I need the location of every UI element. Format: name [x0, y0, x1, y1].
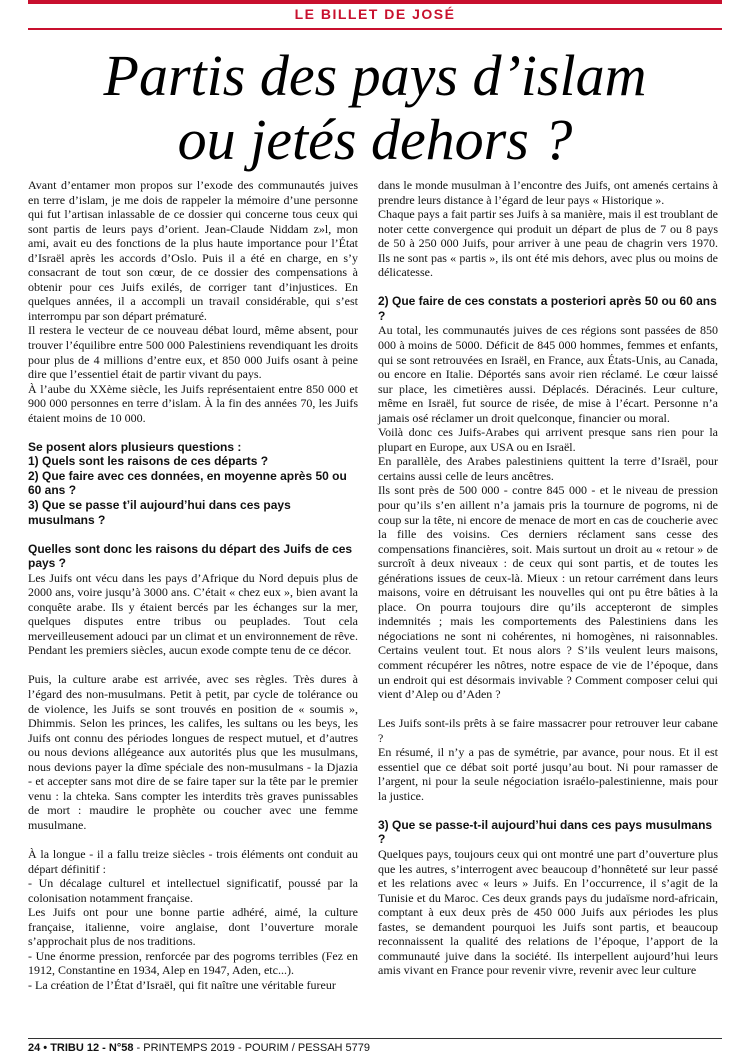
section-heading-1: Quelles sont donc les raisons du départ des Juifs de ces pays ?	[28, 541, 353, 571]
paragraph: Voilà donc ces Juifs-Arabes qui arrivent presque sans rien pour la plupart en Europe, aux USA ou en Israël.	[378, 425, 718, 454]
rubric-rule	[28, 28, 722, 30]
paragraph: - La création de l’État d’Israël, qui fit naître une véritable fureur	[28, 977, 336, 992]
edition-info: - PRINTEMPS 2019 - POURIM / PESSAH 5779	[133, 1042, 371, 1054]
question-2: 2) Que faire avec ces données, en moyenne après 50 ou 60 ans ?	[28, 468, 347, 498]
page-footer	[28, 1042, 370, 1054]
questions-intro: Se posent alors plusieurs questions :	[28, 439, 242, 454]
paragraph: En résumé, il n’y a pas de symétrie, par avance, pour nous. Et il est essentiel que ce débat soit porté jusqu’au bout. Ni pour ramasser de l’argent, ni pour la seule négociation israélo-palestinienne, mais pour la justice.	[378, 745, 718, 803]
right-column	[378, 178, 718, 978]
headline-line-2: ou jetés dehors ?	[177, 107, 573, 172]
paragraph: À la longue - il a fallu treize siècles - trois éléments ont conduit au départ définitif :	[28, 846, 358, 876]
section-heading-2: 2) Que faire de ces constats a posteriori après 50 ou 60 ans ?	[378, 294, 717, 323]
paragraph: Chaque pays a fait partir ses Juifs à sa manière, mais il est troublant de noter cette convergence qui produit un départ de plus de 7 ou 8 pays de 50 à 250 000 Juifs, pour arriver à une peau de chagrin vers 1970. Ils ne sont pas « partis », ils ont été mis dehors, avec plus ou moins de délicatesse.	[378, 207, 718, 280]
paragraph: Quelques pays, toujours ceux qui ont montré une part d’ouverture plus que les autres, s’interrogent avec beaucoup d’honnêteté sur leur passé et les relations avec « leurs » Juifs. En l’occurrence, il s’agit de la Tunisie et du Maroc. Ces deux grands pays du judaïsme nord-africain, comptant à eux deux près de 450 000 Juifs aux périodes les plus fastes, se demandent pourquoi les Juifs sont partis, et beaucoup reconnaissent la qualité des relations de l’époque, l’apport de la communauté juive dans la société. Ils interpellent aujourd’hui leurs amis vivant en France pour revenir vivre, revenir avec leur culture	[378, 847, 718, 978]
question-3: 3) Que se passe t’il aujourd’hui dans ces pays musulmans ?	[28, 497, 291, 527]
paragraph: Au total, les communautés juives de ces régions sont passées de 850 000 à moins de 5000. Déficit de 845 000 hommes, femmes et enfants, qui se sont retrouvées en Israël, en France, aux États-Unis, au Canada, ou encore en Italie. Déportés sans avoir rien réclamé. Le cœur laissé sur place, les cimetières aussi. Déplacés. Déracinés. Leur culture, même en Israël, fut source de risée, de mise à l’écart. Personne n’a jamais osé réclamer un droit quelconque, financier ou moral.	[378, 323, 718, 425]
section-heading-3: 3) Que se passe-t-il aujourd’hui dans ces pays musulmans ?	[378, 817, 713, 847]
top-rule	[28, 0, 722, 4]
paragraph: Les Juifs sont-ils prêts à se faire massacrer pour retrouver leur cabane ?	[378, 716, 718, 745]
question-1: 1) Quels sont les raisons de ces départs ?	[28, 454, 269, 469]
page-number-info: 24 • TRIBU 12 - N°58	[28, 1042, 134, 1054]
paragraph: Puis, la culture arabe est arrivée, avec ses règles. Très dures à l’égard des non-musulmans. Petit à petit, par cycle de tolérance ou de violence, les Juifs se sont trouvés en position de « soumis », Dhimmis. Selon les princes, les califes, les sultans ou les beys, les Juifs ont connu des périodes longues de respect mutuel, et d’autres ou nous devions allégeance aux autorités plus que les musulmans, nous devions payer la dîme spéciale des non-musulmans - la Djazia - et accepter sans mot dire de se faire taper sur la tête par le premier venu : la chteka. Sans compter les interdits très graves punissables de mort : maudire le prophète ou coucher avec une femme musulmane.	[28, 672, 358, 832]
paragraph: dans le monde musulman à l’encontre des Juifs, ont amenés certains à prendre leurs distance à l’égard de leur pays « Historique ».	[378, 178, 718, 207]
paragraph: En parallèle, des Arabes palestiniens quittent la terre d’Israël, pour certains aussi celle de leurs ancêtres.	[378, 454, 718, 483]
paragraph: - Une énorme pression, renforcée par des pogroms terribles (Fez en 1912, Constantine en 1934, Alep en 1947, Aden, etc...).	[28, 948, 358, 978]
footer-rule	[28, 1038, 722, 1039]
paragraph: Ils sont près de 500 000 - contre 845 000 - et le niveau de pression pour qu’ils s’en aillent n’a jamais pris la tournure de pogroms, ni de coup sur la tête, ni encore de menace de mort en cas de coucherie avec la fille des voisins. Ces derniers réclament sans cesse des compensations financières, soit. Mais surtout un droit au « retour » de surcroît à deux niveaux : de ceux qui sont partis, et de toutes les générations issues de ceux-là. Mieux : un retour carrément dans leurs maisons, voire en détruisant les nouvelles qui ont pu être bâties à la place. On pourra toujours dire qu’ils accepteront de simples indemnités ; mais les comportements des Palestiniens dans les négociations ne sont ni cohérentes, ni homogènes, ni raisonnables. Certains veulent tout. Et nous alors ? S’ils veulent leurs maisons, comment récupérer les nôtres, notre espace de vie de l’époque, dans un endroit qui est désormais invivable ? Comment composer celui qui vient d’Alep ou d’Aden ?	[378, 483, 718, 702]
paragraph: Les Juifs ont pour une bonne partie adhéré, aimé, la culture française, italienne, voire anglaise, dont l’ouverture morale s’approchait plus de nos traditions.	[28, 905, 358, 949]
headline-line-1: Partis des pays d’islam	[103, 43, 647, 108]
paragraph: À l’aube du XXème siècle, les Juifs représentaient entre 850 000 et 900 000 personnes en terre d’islam. À la fin des années 70, les Juifs étaient moins de 10 000.	[28, 381, 358, 425]
paragraph: - Un décalage culturel et intellectuel significatif, poussé par la colonisation notamment française.	[28, 876, 358, 905]
paragraph: Les Juifs ont vécu dans les pays d’Afrique du Nord depuis plus de 2000 ans, voire jusqu’à 3000 ans. C’était « chez eux », bien avant la conquête arabe. Ils y étaient bercés par les échanges sur la mer, quelques disputes entre tribus ou peuplades. Tout cela merveilleusement adouci par un climat et un environnement de rêve. Pendant les premiers siècles, aucun exode compte tenu de ce décor.	[28, 570, 358, 658]
rubric-label: LE BILLET DE JOSÉ	[294, 6, 456, 22]
left-column	[28, 178, 358, 992]
article-headline	[0, 44, 750, 172]
paragraph: Avant d’entamer mon propos sur l’exode des communautés juives en terre d’islam, je me dois de rappeler la mémoire d’une personne qui fut l’artisan inlassable de ce dossier qui concerne tous ceux qui sont partis de leurs pays d’orient. Jean-Claude Niddam z»l, mon ami, avait eu des fonctions de la plus haute importance pour l’État d’Israël après les accords d’Oslo. Puis il a été en charge, en s’y consacrant de tout son cœur, de ce dossier des compensations à obtenir pour ces Juifs exilés, de corriger tant d’injustices. En quelques années, il a accompli un travail considérable, qui s’est interrompu par son départ prématuré.	[28, 178, 358, 323]
paragraph: Il restera le vecteur de ce nouveau débat lourd, même absent, pour trouver l’équilibre entre 500 000 Palestiniens revendiquant les droits pour plus de 4 millions d’entre eux, et 850 000 Juifs osant à peine dire que l’essentiel était de partir vivant du pays.	[28, 323, 358, 382]
